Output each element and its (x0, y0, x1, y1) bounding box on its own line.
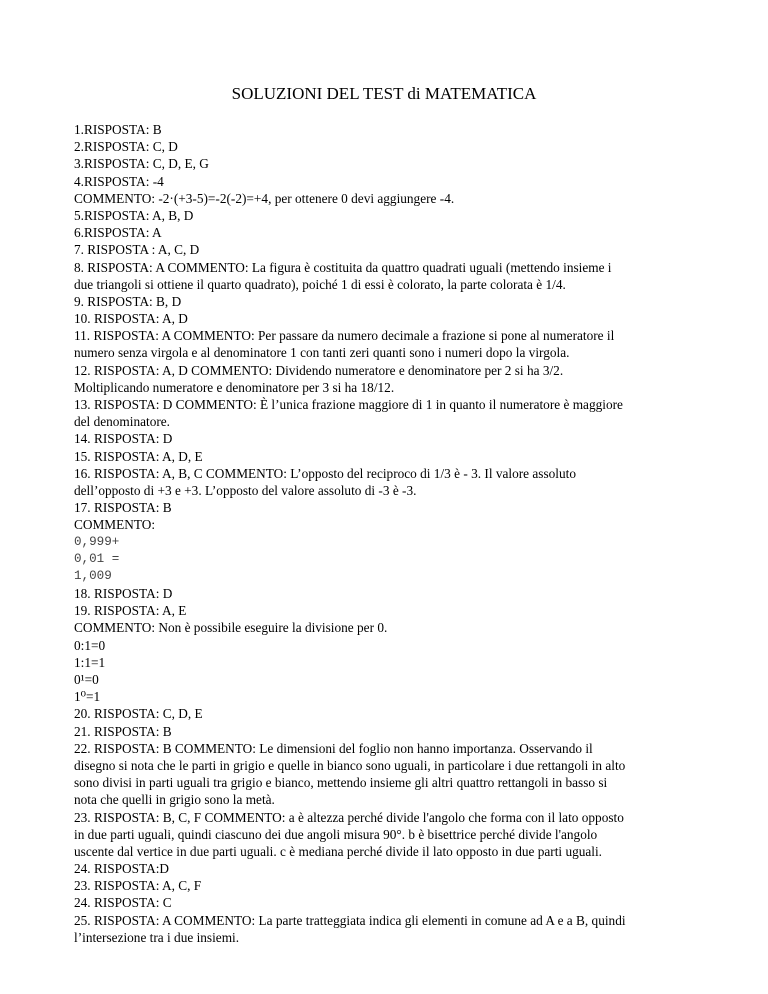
text-line: 0¹=0 (74, 672, 99, 687)
text-line: 20. RISPOSTA: C, D, E (74, 706, 203, 722)
text-line: uscente dal vertice in due parti uguali. c è mediana perché divide il lato opposto in due parti uguali. (74, 843, 603, 859)
text-line: 22. RISPOSTA: B COMMENTO: Le dimensioni del foglio non hanno importanza. Osservando il (74, 740, 593, 756)
page-title: SOLUZIONI DEL TEST di MATEMATICA (231, 84, 537, 103)
text-line: dell’opposto di +3 e +3. L’opposto del valore assoluto di -3 è -3. (74, 482, 417, 498)
text-line: 25. RISPOSTA: A COMMENTO: La parte tratteggiata indica gli elementi in comune ad A e a B, quindi (74, 912, 626, 928)
calc-line: 0,01 = (74, 551, 120, 566)
text-line: 24. RISPOSTA: C (74, 895, 172, 911)
text-line: 18. RISPOSTA: D (74, 586, 173, 602)
text-line: COMMENTO: Non è possibile eseguire la divisione per 0. (74, 620, 388, 636)
text-line: 2.RISPOSTA: C, D (74, 139, 178, 155)
document-body (74, 121, 704, 946)
text-line: 23. RISPOSTA: B, C, F COMMENTO: a è altezza perché divide l'angolo che forma con il lato opposto (74, 809, 624, 825)
text-line: 1⁰=1 (74, 689, 101, 705)
text-line: 3.RISPOSTA: C, D, E, G (74, 156, 209, 172)
text-line: COMMENTO: -2·(+3-5)=-2(-2)=+4, per ottenere 0 devi aggiungere -4. (74, 190, 455, 206)
text-line: 24. RISPOSTA:D (74, 861, 169, 877)
text-line: l’intersezione tra i due insiemi. (74, 929, 240, 945)
text-line: 12. RISPOSTA: A, D COMMENTO: Dividendo numeratore e denominatore per 2 si ha 3/2. (74, 362, 564, 378)
text-line: in due parti uguali, quindi ciascuno dei due angoli misura 90°. b è bisettrice perché divide l'angolo (74, 826, 598, 842)
text-line: 8. RISPOSTA: A COMMENTO: La figura è costituita da quattro quadrati uguali (mettendo insieme i (74, 259, 612, 275)
text-line: COMMENTO: (74, 517, 156, 533)
text-line: 16. RISPOSTA: A, B, C COMMENTO: L’opposto del reciproco di 1/3 è - 3. Il valore assoluto (74, 465, 576, 481)
text-line: 9. RISPOSTA: B, D (74, 293, 182, 309)
text-line: 23. RISPOSTA: A, C, F (74, 878, 202, 894)
text-line: 7. RISPOSTA : A, C, D (74, 242, 200, 258)
text-line: 17. RISPOSTA: B (74, 500, 172, 516)
text-line: 11. RISPOSTA: A COMMENTO: Per passare da numero decimale a frazione si pone al numeratore il (74, 328, 615, 344)
text-line: 15. RISPOSTA: A, D, E (74, 448, 203, 464)
text-line: nota che quelli in grigio sono la metà. (74, 792, 275, 808)
text-line: disegno si nota che le parti in grigio e quelle in bianco sono uguali, in particolare i due rettangoli in alto (74, 757, 626, 773)
text-line: 5.RISPOSTA: A, B, D (74, 207, 194, 223)
calc-line: 1,009 (74, 568, 112, 583)
text-line: 4.RISPOSTA: -4 (74, 173, 164, 189)
text-line: 13. RISPOSTA: D COMMENTO: È l’unica frazione maggiore di 1 in quanto il numeratore è maggiore (74, 397, 623, 412)
text-line: due triangoli si ottiene il quarto quadrato), poiché 1 di essi è colorato, la parte colorata è 1/4. (74, 276, 566, 292)
text-line: sono divisi in parti uguali tra grigio e bianco, mettendo insieme gli altri quattro rettangoli in basso si (74, 775, 608, 791)
text-line: numero senza virgola e al denominatore 1 con tanti zeri quanti sono i numeri dopo la virgola. (74, 345, 570, 361)
text-line: 21. RISPOSTA: B (74, 723, 172, 739)
text-line: del denominatore. (74, 414, 170, 430)
text-line: 6.RISPOSTA: A (74, 225, 162, 241)
text-line: 14. RISPOSTA: D (74, 431, 173, 447)
text-line: 1.RISPOSTA: B (74, 122, 162, 137)
text-line: Moltiplicando numeratore e denominatore per 3 si ha 18/12. (74, 379, 395, 395)
text-line: 1:1=1 (74, 654, 106, 670)
text-line: 19. RISPOSTA: A, E (74, 603, 187, 619)
text-line: 10. RISPOSTA: A, D (74, 311, 188, 327)
text-line: 0:1=0 (74, 637, 106, 653)
calc-line: 0,999+ (74, 534, 120, 549)
